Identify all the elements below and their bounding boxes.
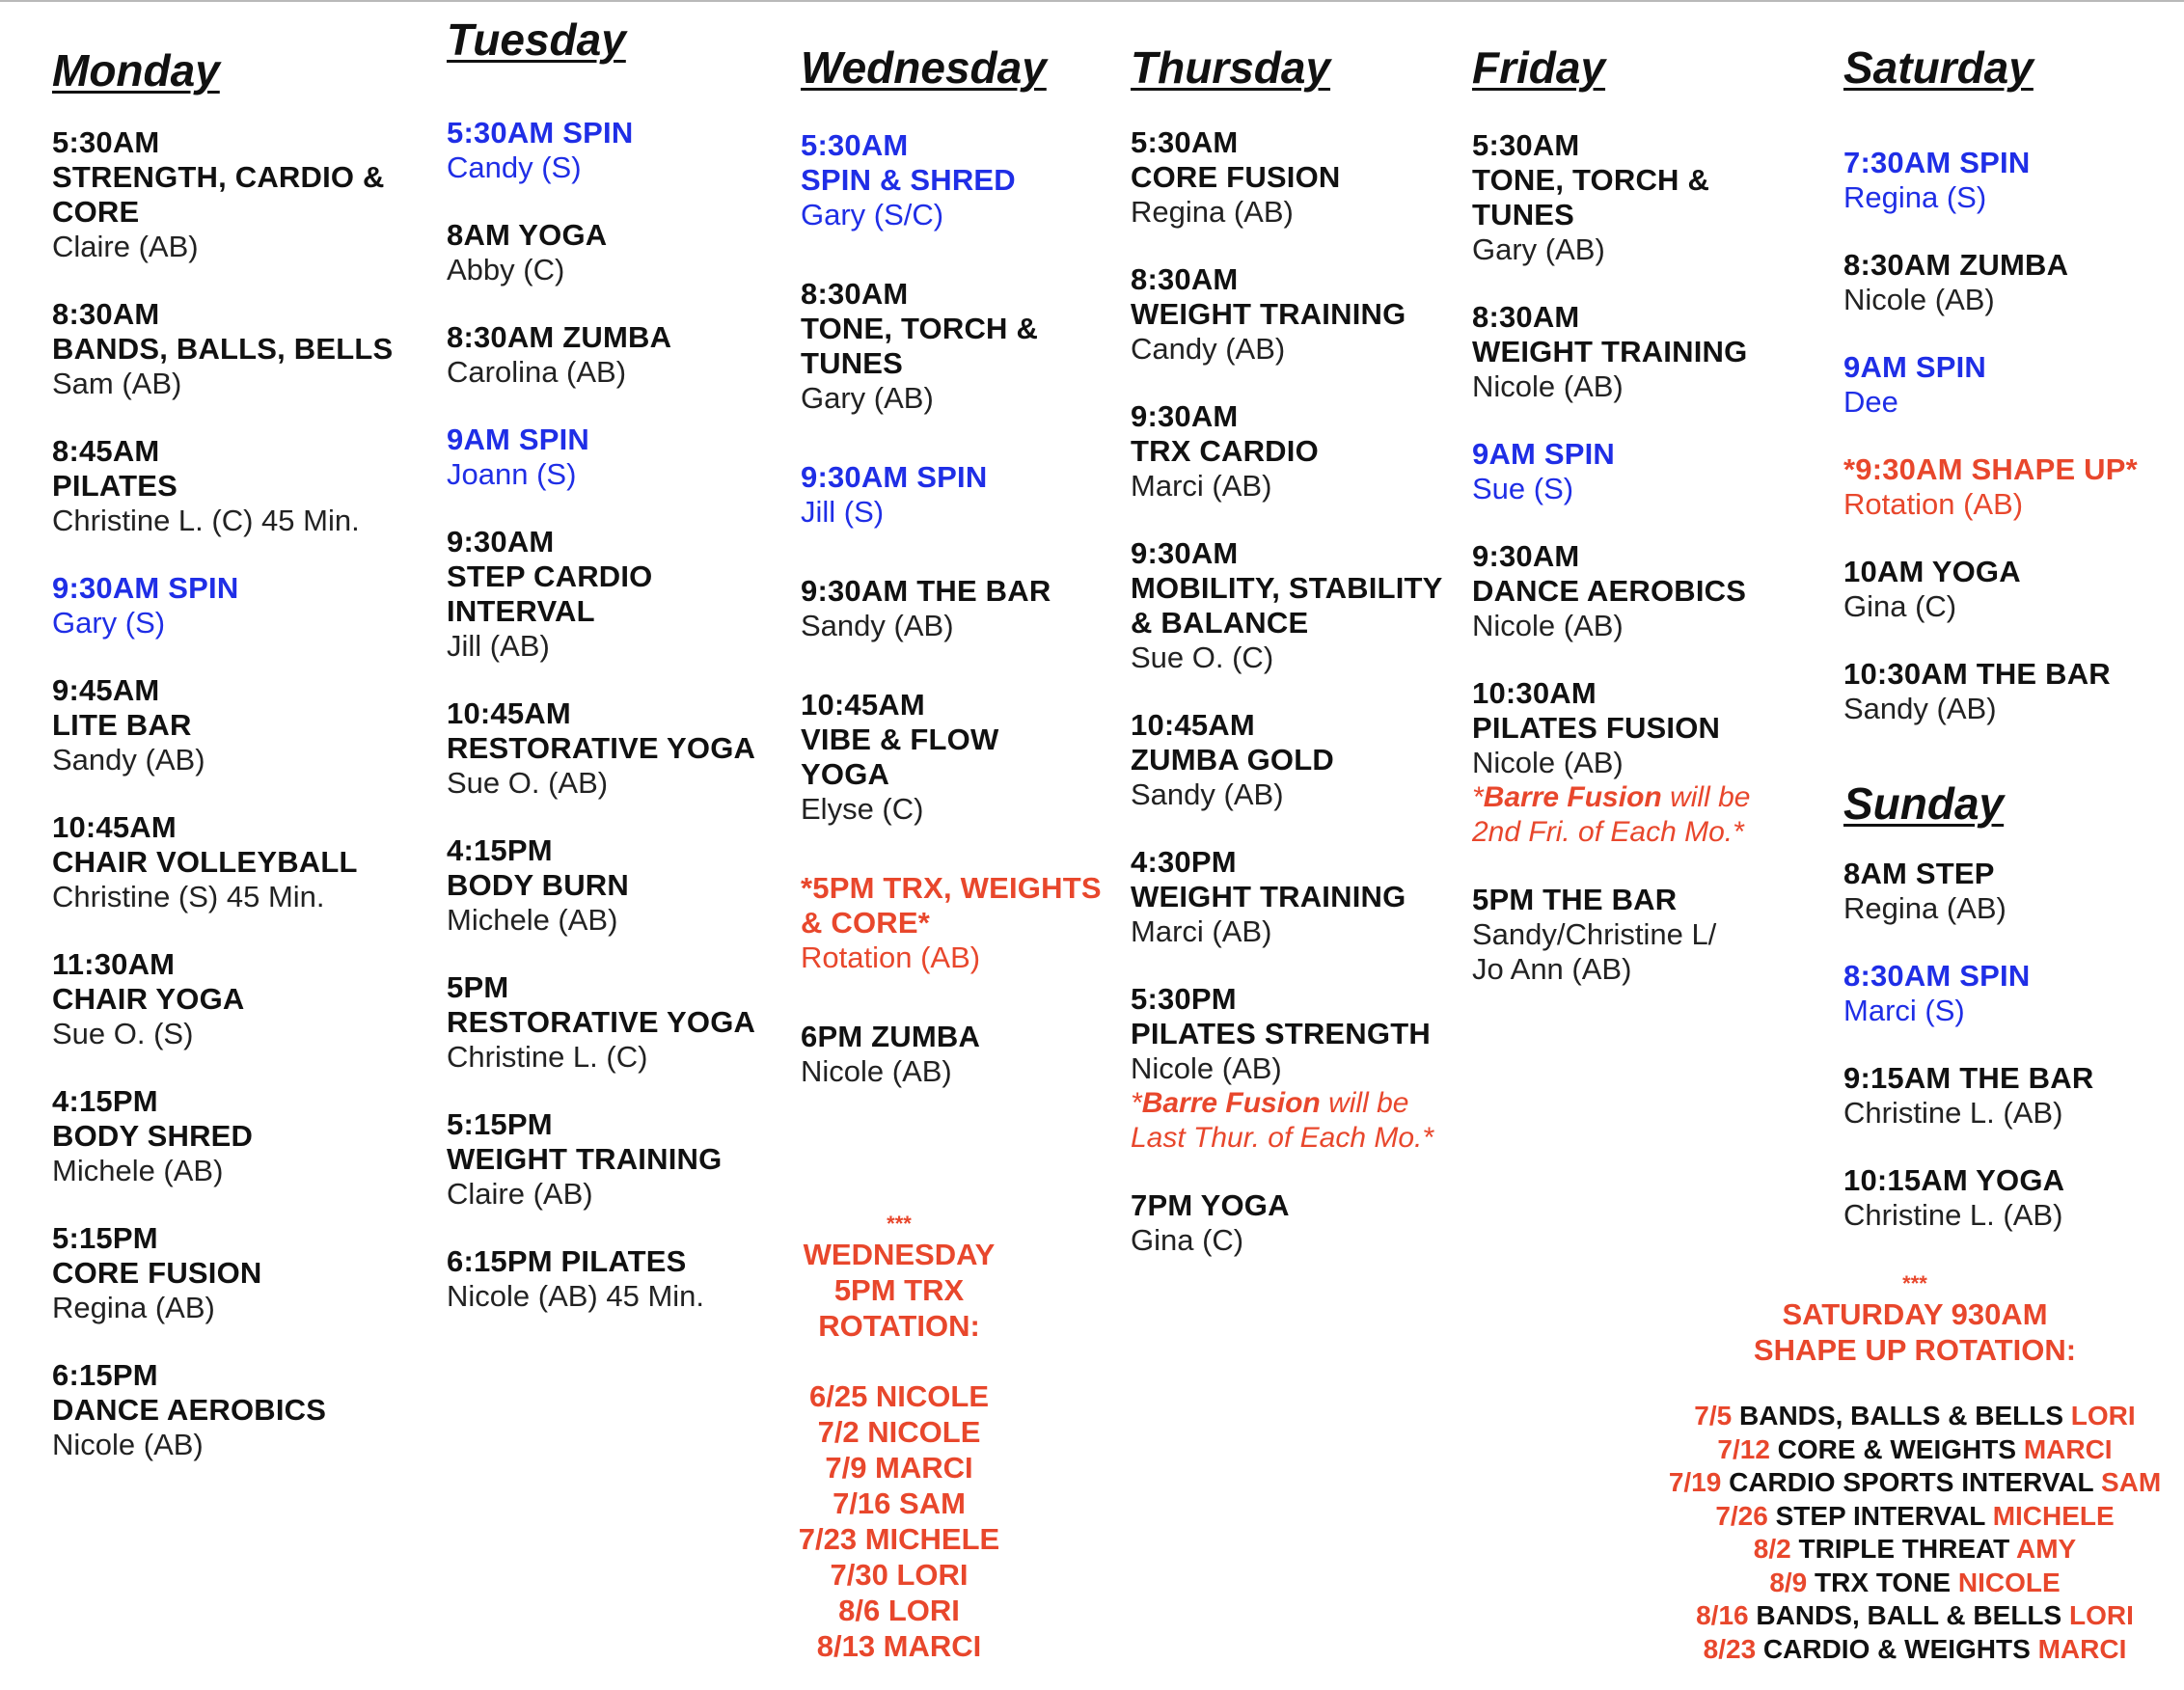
barre-fusion-label: Barre Fusion [1141, 1087, 1321, 1119]
rotation-date: 7/19 [1668, 1467, 1722, 1497]
class-time: 6PM ZUMBA [801, 1020, 981, 1053]
class-time: 8:30AM [801, 277, 909, 311]
class-time: 5:30AM [1131, 125, 1239, 159]
instructor: Marci (AB) [1131, 914, 1272, 948]
class-entry [1472, 437, 1750, 506]
instructor: Elyse (C) [801, 792, 924, 826]
rotation-instructor: MICHELE [1992, 1500, 2115, 1531]
instructor: Regina (AB) [1843, 891, 2007, 925]
class-entry [1843, 657, 2138, 726]
col-tuesday [447, 15, 755, 1314]
instructor: Candy (S) [447, 150, 582, 184]
instructor: Marci (AB) [1131, 469, 1272, 503]
rotation-instructor: MARCI [2023, 1433, 2113, 1464]
class-entry [447, 970, 755, 1075]
rotation-instructor: LORI [2070, 1401, 2136, 1431]
class-time: 6:15PM [52, 1358, 158, 1392]
class-time: 10:30AM THE BAR [1843, 657, 2111, 691]
wednesday-rotation-title-3: ROTATION: [818, 1309, 980, 1343]
instructor: Gary (S) [52, 606, 166, 640]
class-time: 9:30AM [447, 525, 555, 559]
class-time: 10:45AM [1131, 708, 1255, 742]
wednesday-rotation-title-2: 5PM TRX [833, 1273, 965, 1307]
instructor: Sandy (AB) [1843, 692, 1997, 725]
day-heading-sunday: Sunday [1843, 778, 2005, 829]
class-time: *5PM TRX, WEIGHTS [801, 871, 1102, 905]
instructor: Regina (AB) [1131, 195, 1294, 229]
rotation-class: CORE & WEIGHTS [1769, 1433, 2024, 1464]
rotation-instructor: AMY [2016, 1534, 2077, 1564]
class-name: BODY SHRED [52, 1119, 254, 1153]
class-time: 5PM [447, 970, 509, 1004]
rotation-item: 7/23 MICHELE [798, 1522, 1000, 1556]
barre-fusion-note-line2: Last Thur. of Each Mo.* [1131, 1122, 1434, 1154]
class-name: CORE FUSION [1131, 160, 1341, 194]
class-time: 10:45AM [447, 696, 571, 730]
rotation-item: 7/2 NICOLE [817, 1415, 981, 1449]
class-time: 5:30AM SPIN [447, 116, 634, 150]
instructor: Claire (AB) [52, 230, 199, 263]
class-time: 9AM SPIN [1472, 437, 1616, 471]
rotation-date: 8/23 [1703, 1633, 1757, 1664]
rotation-item: 8/6 LORI [838, 1594, 960, 1627]
class-entry [52, 1221, 393, 1325]
instructor: Gary (AB) [801, 381, 934, 415]
class-entry [801, 128, 1102, 232]
class-time: 5:15PM [52, 1221, 158, 1255]
sunday-classes [1843, 857, 2093, 1233]
class-time: 8:45AM [52, 434, 160, 468]
class-entry [52, 297, 393, 401]
friday-classes [1472, 128, 1750, 987]
rotation-item [1646, 1599, 2184, 1633]
instructor: Sue O. (AB) [447, 766, 609, 800]
rotation-item: 7/16 SAM [833, 1486, 966, 1520]
instructor: Christine (S) 45 Min. [52, 880, 325, 913]
class-time: 9:30AM [1131, 536, 1239, 570]
class-time: 8:30AM [1131, 262, 1239, 296]
instructor: Gary (S/C) [801, 198, 944, 232]
class-time: 5PM THE BAR [1472, 883, 1678, 916]
instructor: Nicole (AB) 45 Min. [447, 1279, 705, 1313]
rotation-date: 8/16 [1696, 1600, 1749, 1630]
saturday-rotation-title-2: SHAPE UP ROTATION: [1753, 1333, 2077, 1367]
class-entry [1131, 845, 1443, 949]
class-name: RESTORATIVE YOGA [447, 1005, 756, 1039]
barre-fusion-note: *Barre Fusion will be [1131, 1087, 1409, 1119]
class-entry [447, 525, 755, 664]
class-time: 10AM YOGA [1843, 555, 2021, 588]
class-name: CHAIR YOGA [52, 982, 245, 1016]
instructor: Sam (AB) [52, 367, 182, 400]
rotation-instructor: LORI [2069, 1600, 2134, 1630]
class-entry [1131, 982, 1443, 1156]
class-time: 5:30AM [1472, 128, 1580, 162]
class-entry [1131, 536, 1443, 675]
rotation-date: 8/2 [1753, 1534, 1791, 1564]
class-time: 8:30AM [1472, 300, 1580, 334]
instructor: Christine L. (AB) [1843, 1198, 2063, 1232]
class-time: 9AM SPIN [447, 422, 590, 456]
class-entry [52, 434, 393, 538]
col-friday [1472, 43, 1750, 987]
class-time: 7:30AM SPIN [1843, 146, 2031, 179]
instructor: Rotation (AB) [801, 940, 981, 974]
instructor: Nicole (AB) [1131, 1051, 1282, 1085]
instructor: Sue O. (S) [52, 1017, 194, 1050]
day-heading-tuesday: Tuesday [447, 14, 626, 65]
class-entry [1472, 883, 1750, 987]
instructor: Sandy (AB) [1131, 777, 1284, 811]
instructor: Sue O. (C) [1131, 641, 1274, 674]
wednesday-rotation-stars: *** [887, 1212, 912, 1236]
instructor: Rotation (AB) [1843, 487, 2024, 521]
class-entry [447, 218, 755, 287]
rotation-class: BANDS, BALL & BELLS [1748, 1600, 2069, 1630]
rotation-class: BANDS, BALLS & BELLS [1732, 1401, 2071, 1431]
class-entry [1843, 1061, 2093, 1131]
rotation-item [1646, 1500, 2184, 1534]
class-time: 8AM YOGA [447, 218, 608, 252]
rotation-instructor: SAM [2100, 1467, 2162, 1497]
class-time: 9:45AM [52, 673, 160, 707]
day-heading-friday: Friday [1472, 42, 1606, 93]
class-entry [1131, 262, 1443, 367]
col-wednesday [801, 43, 1102, 1089]
rotation-date: 7/26 [1715, 1500, 1768, 1531]
class-time: 9AM SPIN [1843, 350, 1987, 384]
class-time: 10:45AM [801, 688, 925, 722]
instructor: Nicole (AB) [1472, 369, 1624, 403]
rotation-date: 7/5 [1694, 1401, 1733, 1431]
instructor: Sue (S) [1472, 472, 1574, 505]
col-monday [52, 46, 393, 1462]
instructor: Christine L. (AB) [1843, 1096, 2063, 1130]
saturday-classes [1843, 146, 2138, 726]
wednesday-classes [801, 128, 1102, 1089]
instructor: Jo Ann (AB) [1472, 952, 1632, 986]
class-entry [447, 696, 755, 801]
wednesday-rotation [783, 1212, 1015, 1664]
rotation-item: 7/9 MARCI [825, 1451, 973, 1485]
class-entry [52, 125, 393, 264]
class-entry [801, 1020, 1102, 1089]
instructor: Joann (S) [447, 457, 577, 491]
class-entry [1131, 1188, 1443, 1258]
class-entry [447, 1244, 755, 1314]
instructor: Christine L. (C) [447, 1040, 648, 1074]
class-entry [1472, 300, 1750, 404]
class-time: 6:15PM PILATES [447, 1244, 687, 1278]
class-time: 9:30AM THE BAR [801, 574, 1051, 608]
col-saturday [1843, 43, 2138, 726]
rotation-instructor: MARCI [2037, 1633, 2127, 1664]
class-entry [801, 574, 1102, 643]
class-time: 8:30AM ZUMBA [1843, 248, 2069, 282]
rotation-class: TRIPLE THREAT [1790, 1534, 2017, 1564]
class-time: 4:30PM [1131, 845, 1237, 879]
day-heading-thursday: Thursday [1131, 42, 1331, 93]
rotation-item [1646, 1400, 2184, 1433]
class-entry [447, 422, 755, 492]
class-entry [52, 571, 393, 641]
barre-fusion-label: Barre Fusion [1483, 781, 1662, 813]
class-entry [1843, 1163, 2093, 1233]
class-entry [1472, 676, 1750, 850]
col-thursday [1131, 43, 1443, 1258]
instructor: Nicole (AB) [1472, 746, 1624, 779]
rotation-instructor: NICOLE [1957, 1567, 2061, 1597]
class-name: TUNES [801, 346, 904, 380]
class-entry [801, 460, 1102, 530]
class-time: 9:30AM [1472, 539, 1580, 573]
wednesday-rotation-title-1: WEDNESDAY [803, 1238, 996, 1271]
class-entry [801, 277, 1102, 416]
class-name: DANCE AEROBICS [1472, 574, 1747, 608]
rotation-item: 6/25 NICOLE [808, 1379, 990, 1413]
instructor: Gina (C) [1131, 1223, 1244, 1257]
class-name: PILATES [52, 469, 178, 503]
class-name: TUNES [1472, 198, 1575, 232]
instructor: Jill (S) [801, 495, 885, 529]
class-entry [52, 810, 393, 914]
class-entry [52, 1084, 393, 1188]
rotation-date: 7/12 [1717, 1433, 1770, 1464]
instructor: Dee [1843, 385, 1898, 419]
class-entry [1843, 248, 2138, 317]
rotation-date: 8/9 [1769, 1567, 1808, 1597]
rotation-class: STEP INTERVAL [1767, 1500, 1993, 1531]
class-entry [447, 1107, 755, 1212]
class-name: VIBE & FLOW [801, 722, 999, 756]
saturday-rotation-list [1646, 1400, 2184, 1666]
class-name: WEIGHT TRAINING [1131, 880, 1406, 913]
class-time: 8:30AM SPIN [1843, 959, 2031, 993]
class-time: 8:30AM [52, 297, 160, 331]
class-entry [1843, 857, 2093, 926]
instructor: Regina (S) [1843, 180, 1987, 214]
instructor: Michele (AB) [52, 1154, 224, 1187]
instructor: Nicole (AB) [1472, 609, 1624, 642]
instructor: Sandy (AB) [801, 609, 954, 642]
class-name: STRENGTH, CARDIO & [52, 160, 385, 194]
class-name: BANDS, BALLS, BELLS [52, 332, 394, 366]
barre-fusion-note: *Barre Fusion will be [1472, 781, 1751, 813]
day-heading-wednesday: Wednesday [801, 42, 1047, 93]
rotation-item [1646, 1433, 2184, 1467]
class-name: INTERVAL [447, 594, 595, 628]
class-name: STEP CARDIO [447, 559, 653, 593]
class-entry [1843, 452, 2138, 522]
class-entry [1843, 555, 2138, 624]
instructor: Candy (AB) [1131, 332, 1286, 366]
instructor: Nicole (AB) [52, 1428, 204, 1461]
class-entry [447, 320, 755, 390]
class-name: CHAIR VOLLEYBALL [52, 845, 358, 879]
rotation-item [1646, 1633, 2184, 1667]
class-entry [1843, 146, 2138, 215]
class-name: TRX CARDIO [1131, 434, 1319, 468]
class-time: 4:15PM [447, 833, 553, 867]
class-name: ZUMBA GOLD [1131, 743, 1334, 777]
class-entry [447, 833, 755, 938]
saturday-rotation [1646, 1271, 2184, 1666]
class-entry [801, 871, 1102, 975]
class-entry [1131, 708, 1443, 812]
instructor: Abby (C) [447, 253, 565, 286]
instructor: Sandy (AB) [52, 743, 205, 777]
rotation-class: CARDIO SPORTS INTERVAL [1721, 1467, 2101, 1497]
class-entry [1472, 539, 1750, 643]
thursday-classes [1131, 125, 1443, 1258]
class-entry [52, 1358, 393, 1462]
class-time: 10:30AM [1472, 676, 1597, 710]
class-name: TONE, TORCH & [801, 312, 1039, 345]
class-entry [1472, 128, 1750, 267]
class-time: 9:30AM [1131, 399, 1239, 433]
class-name: YOGA [801, 757, 890, 791]
class-name: SPIN & SHRED [801, 163, 1016, 197]
class-time: 9:30AM SPIN [52, 571, 239, 605]
class-name: PILATES FUSION [1472, 711, 1721, 745]
class-name: BODY BURN [447, 868, 629, 902]
instructor: Claire (AB) [447, 1177, 593, 1211]
rotation-item: 7/30 LORI [830, 1558, 969, 1592]
day-heading-monday: Monday [52, 45, 220, 95]
col-sunday [1843, 779, 2093, 1233]
instructor: Carolina (AB) [447, 355, 627, 389]
class-time: *9:30AM SHAPE UP* [1843, 452, 2138, 486]
top-border [0, 0, 2184, 2]
class-name: LITE BAR [52, 708, 192, 742]
saturday-rotation-title-1: SATURDAY 930AM [1782, 1297, 2048, 1331]
class-name: RESTORATIVE YOGA [447, 731, 756, 765]
wednesday-rotation-list [783, 1378, 1015, 1664]
class-time: 5:30AM [801, 128, 909, 162]
day-heading-saturday: Saturday [1843, 42, 2034, 93]
class-time: 10:45AM [52, 810, 177, 844]
rotation-item [1646, 1567, 2184, 1600]
class-time: 5:15PM [447, 1107, 553, 1141]
rotation-item [1646, 1533, 2184, 1567]
barre-fusion-note-line2: 2nd Fri. of Each Mo.* [1472, 816, 1744, 848]
class-entry [447, 116, 755, 185]
instructor: Nicole (AB) [801, 1054, 952, 1088]
instructor: Marci (S) [1843, 994, 1965, 1027]
class-entry [52, 947, 393, 1051]
class-entry [801, 688, 1102, 827]
tuesday-classes [447, 116, 755, 1314]
class-name: WEIGHT TRAINING [447, 1142, 723, 1176]
class-entry [1131, 125, 1443, 230]
class-name: CORE FUSION [52, 1256, 262, 1290]
class-name: DANCE AEROBICS [52, 1393, 327, 1427]
class-time: 5:30AM [52, 125, 160, 159]
instructor: Gina (C) [1843, 589, 1957, 623]
saturday-rotation-stars: *** [1902, 1271, 1927, 1295]
class-name: MOBILITY, STABILITY [1131, 571, 1443, 605]
instructor: Christine L. (C) 45 Min. [52, 504, 360, 537]
rotation-item [1646, 1466, 2184, 1500]
instructor: Jill (AB) [447, 629, 550, 663]
class-name: WEIGHT TRAINING [1131, 297, 1406, 331]
instructor: Regina (AB) [52, 1291, 215, 1324]
class-time: 10:15AM YOGA [1843, 1163, 2065, 1197]
class-name: CORE [52, 195, 140, 229]
class-name: & CORE* [801, 906, 931, 940]
class-name: & BALANCE [1131, 606, 1309, 640]
class-time: 9:30AM SPIN [801, 460, 988, 494]
class-entry [1843, 959, 2093, 1028]
class-entry [1131, 399, 1443, 504]
class-time: 4:15PM [52, 1084, 158, 1118]
class-entry [52, 673, 393, 777]
class-name: PILATES STRENGTH [1131, 1017, 1431, 1050]
class-time: 11:30AM [52, 947, 176, 981]
class-time: 7PM YOGA [1131, 1188, 1290, 1222]
instructor: Sandy/Christine L/ [1472, 917, 1717, 951]
class-time: 8:30AM ZUMBA [447, 320, 672, 354]
rotation-item: 8/13 MARCI [816, 1629, 982, 1663]
instructor: Gary (AB) [1472, 232, 1605, 266]
monday-classes [52, 125, 393, 1462]
rotation-class: TRX TONE [1807, 1567, 1958, 1597]
instructor: Nicole (AB) [1843, 283, 1995, 316]
class-time: 9:15AM THE BAR [1843, 1061, 2094, 1095]
class-name: WEIGHT TRAINING [1472, 335, 1748, 368]
class-time: 5:30PM [1131, 982, 1237, 1016]
class-time: 8AM STEP [1843, 857, 1995, 890]
class-name: TONE, TORCH & [1472, 163, 1710, 197]
instructor: Michele (AB) [447, 903, 618, 937]
rotation-class: CARDIO & WEIGHTS [1756, 1633, 2038, 1664]
class-entry [1843, 350, 2138, 420]
